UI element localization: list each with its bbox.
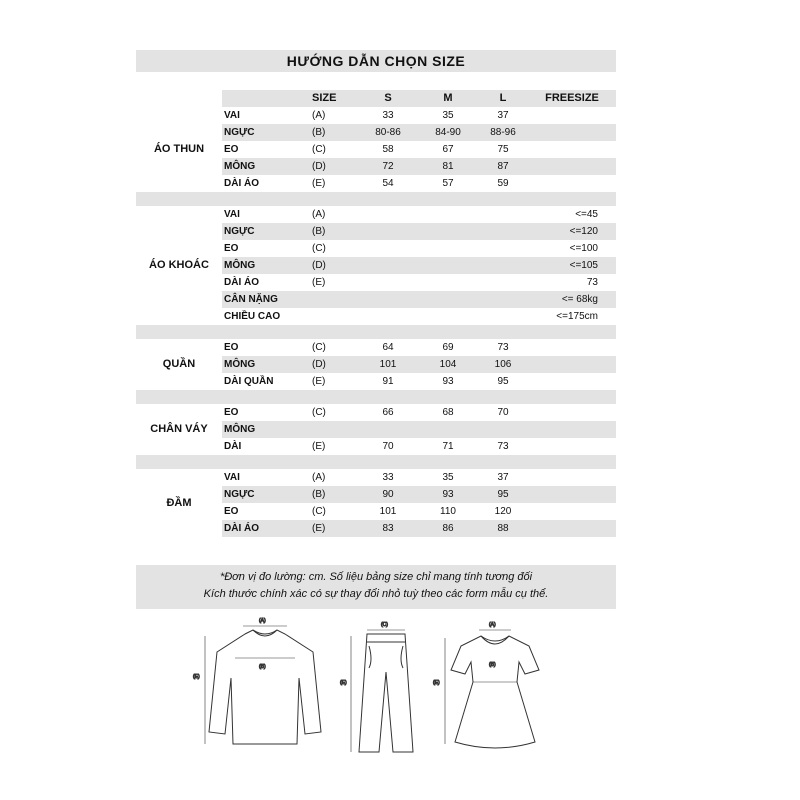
freesize-value <box>528 421 616 438</box>
category-name: QUẦN <box>162 358 196 370</box>
measurement-label: MÔNG <box>222 257 308 274</box>
size-m-value <box>418 240 478 257</box>
size-s-value <box>358 291 418 308</box>
size-l-value: 37 <box>497 472 509 483</box>
size-s-value <box>358 240 418 257</box>
size-l-value <box>478 223 528 240</box>
note-line-1: *Đơn vị đo lường: cm. Số liệu bảng size chỉ mang tính tương đối <box>219 571 533 583</box>
size-m-value: 81 <box>418 158 478 175</box>
size-m-value: 110 <box>440 506 456 517</box>
measurement-label: DÀI ÁO <box>224 277 259 288</box>
freesize-value <box>528 141 616 158</box>
table-row <box>136 107 616 124</box>
size-s-value: 66 <box>382 407 394 418</box>
freesize-value <box>528 356 616 373</box>
header-l: L <box>478 90 528 107</box>
measurement-code: (B) <box>308 124 358 141</box>
note-line-2: Kích thước chính xác có sự thay đổi nhỏ tuỳ theo các form mẫu cụ thể. <box>203 588 549 600</box>
section-divider <box>136 325 616 339</box>
measurement-code <box>308 291 358 308</box>
size-s-value: 91 <box>382 376 394 387</box>
table-row <box>136 339 616 356</box>
size-l-value: 37 <box>497 110 509 121</box>
measurement-label: NGỰC <box>222 124 308 141</box>
measurement-label: DÀI ÁO <box>222 520 308 537</box>
measurement-label: NGỰC <box>222 486 308 503</box>
measurement-label: DÀI <box>224 441 242 452</box>
tshirt-label-a: (A) <box>259 618 266 624</box>
size-l-value <box>478 291 528 308</box>
measurement-code: (E) <box>308 520 358 537</box>
measurement-label: DÀI QUẦN <box>224 376 274 387</box>
pants-label-e: (E) <box>340 680 347 686</box>
size-m-value <box>418 206 478 223</box>
pants-label-c: (C) <box>381 622 388 628</box>
dress-label-e: (E) <box>433 680 440 686</box>
measurement-code: (E) <box>312 277 326 288</box>
size-m-value: 69 <box>442 342 454 353</box>
measurement-code: (E) <box>312 376 326 387</box>
measurement-label: VAI <box>224 209 240 220</box>
measurement-label: VAI <box>224 110 240 121</box>
size-s-value <box>358 223 418 240</box>
category-name: ĐẦM <box>166 496 192 509</box>
size-l-value: 75 <box>497 144 509 155</box>
measurement-label: MÔNG <box>222 158 308 175</box>
table-row <box>136 469 616 486</box>
measurement-code: (E) <box>312 178 326 189</box>
size-l-value: 73 <box>497 342 509 353</box>
size-l-value <box>478 206 528 223</box>
freesize-value <box>528 503 616 520</box>
measurement-code: (A) <box>312 110 326 121</box>
measurement-code: (D) <box>308 257 358 274</box>
measurement-label: EO <box>224 407 239 418</box>
measurement-label: CHIỀU CAO <box>224 311 281 322</box>
freesize-value <box>528 175 616 192</box>
measurement-label: VAI <box>224 472 240 483</box>
header-s: S <box>358 90 418 107</box>
size-m-value: 93 <box>442 376 454 387</box>
header-size: SIZE <box>308 90 358 107</box>
measurement-code: (E) <box>312 441 326 452</box>
size-l-value: 87 <box>478 158 528 175</box>
size-s-value <box>358 274 418 291</box>
size-m-value: 35 <box>442 110 454 121</box>
freesize-value <box>528 373 616 390</box>
table-row <box>136 404 616 421</box>
freesize-value <box>528 158 616 175</box>
dress-diagram-icon <box>433 622 539 748</box>
size-l-value <box>478 421 528 438</box>
size-m-value: 93 <box>418 486 478 503</box>
size-s-value: 101 <box>358 356 418 373</box>
measurement-code: (D) <box>308 158 358 175</box>
tshirt-label-b: (B) <box>259 664 266 670</box>
size-m-value <box>418 257 478 274</box>
size-s-value <box>358 308 418 325</box>
size-l-value <box>478 274 528 291</box>
freesize-value: <= 68kg <box>528 291 616 308</box>
measurement-code: (C) <box>312 144 326 155</box>
size-s-value <box>358 206 418 223</box>
size-m-value <box>418 223 478 240</box>
freesize-value <box>528 520 616 537</box>
size-l-value <box>478 240 528 257</box>
header-m: M <box>418 90 478 107</box>
size-s-value: 83 <box>358 520 418 537</box>
measurement-code: (A) <box>312 472 326 483</box>
measurement-code: (C) <box>312 506 326 517</box>
garment-diagrams <box>195 612 555 762</box>
freesize-value <box>528 107 616 124</box>
measurement-label: EO <box>224 144 239 155</box>
section-divider <box>136 192 616 206</box>
size-m-value <box>418 274 478 291</box>
size-m-value: 57 <box>442 178 454 189</box>
size-s-value: 33 <box>382 110 394 121</box>
size-m-value: 104 <box>418 356 478 373</box>
header-freesize: FREESIZE <box>528 90 616 107</box>
size-m-value: 86 <box>418 520 478 537</box>
measurement-label: EO <box>224 342 239 353</box>
size-m-value: 35 <box>442 472 454 483</box>
freesize-value <box>528 404 616 421</box>
size-l-value: 59 <box>497 178 509 189</box>
measurement-label: NGỰC <box>222 223 308 240</box>
size-l-value: 88-96 <box>478 124 528 141</box>
measurement-code <box>308 308 358 325</box>
size-l-value: 70 <box>497 407 509 418</box>
size-m-value: 71 <box>442 441 454 452</box>
measurement-code: (B) <box>308 223 358 240</box>
size-s-value: 72 <box>358 158 418 175</box>
page-title: HƯỚNG DẪN CHỌN SIZE <box>136 50 616 72</box>
measurement-code: (C) <box>312 243 326 254</box>
category-name: CHÂN VÁY <box>150 423 208 435</box>
size-l-value: 95 <box>478 486 528 503</box>
size-table <box>136 90 616 537</box>
section-divider <box>136 390 616 404</box>
freesize-value <box>528 124 616 141</box>
freesize-value <box>528 486 616 503</box>
freesize-value <box>528 339 616 356</box>
measurement-code: (A) <box>312 209 326 220</box>
measurement-code: (C) <box>312 407 326 418</box>
measurement-label: EO <box>224 506 239 517</box>
measurement-label: CÂN NẶNG <box>222 291 308 308</box>
freesize-value <box>528 469 616 486</box>
freesize-value: <=175cm <box>556 311 598 322</box>
measurement-code: (C) <box>312 342 326 353</box>
freesize-value: <=120 <box>528 223 616 240</box>
size-s-value: 80-86 <box>358 124 418 141</box>
size-l-value: 106 <box>478 356 528 373</box>
tshirt-label-e: (E) <box>193 674 200 680</box>
size-m-value <box>418 308 478 325</box>
section-divider <box>136 455 616 469</box>
size-s-value: 58 <box>382 144 394 155</box>
size-s-value: 101 <box>379 506 397 517</box>
size-s-value: 54 <box>382 178 394 189</box>
tshirt-diagram-icon <box>193 618 321 744</box>
size-s-value: 33 <box>382 472 394 483</box>
size-l-value: 120 <box>494 506 512 517</box>
freesize-value: <=45 <box>575 209 598 220</box>
dress-label-a: (A) <box>489 622 496 628</box>
dress-label-b: (B) <box>489 662 496 668</box>
size-l-value: 73 <box>497 441 509 452</box>
measurement-label: EO <box>224 243 239 254</box>
measurement-label: MÔNG <box>222 421 308 438</box>
size-s-value: 70 <box>382 441 394 452</box>
size-m-value: 84-90 <box>418 124 478 141</box>
freesize-value: 73 <box>586 277 598 288</box>
table-header-row <box>136 90 616 107</box>
size-s-value <box>358 421 418 438</box>
size-m-value: 67 <box>442 144 454 155</box>
size-l-value: 95 <box>497 376 509 387</box>
freesize-value <box>528 438 616 455</box>
measurement-label: DÀI ÁO <box>224 178 259 189</box>
measurement-code: (B) <box>308 486 358 503</box>
size-l-value: 88 <box>478 520 528 537</box>
size-m-value <box>418 291 478 308</box>
size-l-value <box>478 257 528 274</box>
size-s-value <box>358 257 418 274</box>
measurement-note <box>136 565 616 609</box>
size-s-value: 64 <box>382 342 394 353</box>
freesize-value: <=105 <box>528 257 616 274</box>
freesize-value: <=100 <box>569 243 598 254</box>
size-m-value: 68 <box>442 407 454 418</box>
category-name: ÁO KHOÁC <box>149 259 209 271</box>
pants-diagram-icon <box>340 622 413 752</box>
size-l-value <box>478 308 528 325</box>
measurement-code <box>308 421 358 438</box>
table-row <box>136 206 616 223</box>
size-s-value: 90 <box>358 486 418 503</box>
measurement-label: MÔNG <box>222 356 308 373</box>
category-name: ÁO THUN <box>153 143 205 155</box>
measurement-code: (D) <box>308 356 358 373</box>
size-m-value <box>418 421 478 438</box>
